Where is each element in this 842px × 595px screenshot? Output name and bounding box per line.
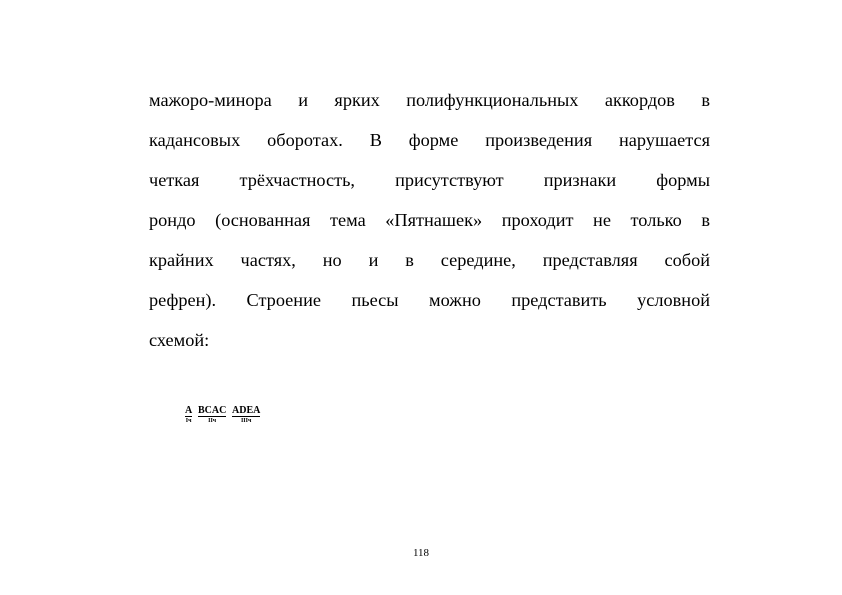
paragraph-line-last: схемой: xyxy=(149,330,210,350)
paragraph-line: рефрен). Строение пьесы можно представить условной xyxy=(149,290,710,310)
paragraph-line: рондо (основанная тема «Пятнашек» проходит не только в xyxy=(149,210,710,230)
paragraph-line: кадансовых оборотах. В форме произведения нарушается xyxy=(149,130,710,150)
scheme-part-1 xyxy=(185,405,192,425)
scheme-part-1-letters: A xyxy=(185,405,193,416)
page-number: 118 xyxy=(412,547,430,559)
paragraph-line: мажоро-минора и ярких полифункциональных аккордов в xyxy=(149,90,710,110)
form-scheme xyxy=(185,405,265,429)
scheme-part-3 xyxy=(232,405,260,425)
body-paragraph xyxy=(149,80,710,360)
scheme-part-2 xyxy=(198,405,226,425)
scheme-part-3-label: IIIч xyxy=(240,418,252,424)
paragraph-line: крайних частях, но и в середине, представляя собой xyxy=(149,250,710,270)
scheme-part-2-letters: BCAC xyxy=(198,405,227,416)
scheme-part-3-letters: ADEA xyxy=(232,405,261,416)
paragraph-line: четкая трёхчастность, присутствуют признаки формы xyxy=(149,170,710,190)
scheme-part-1-label: Iч xyxy=(185,418,192,424)
scheme-part-2-label: IIч xyxy=(208,418,217,424)
